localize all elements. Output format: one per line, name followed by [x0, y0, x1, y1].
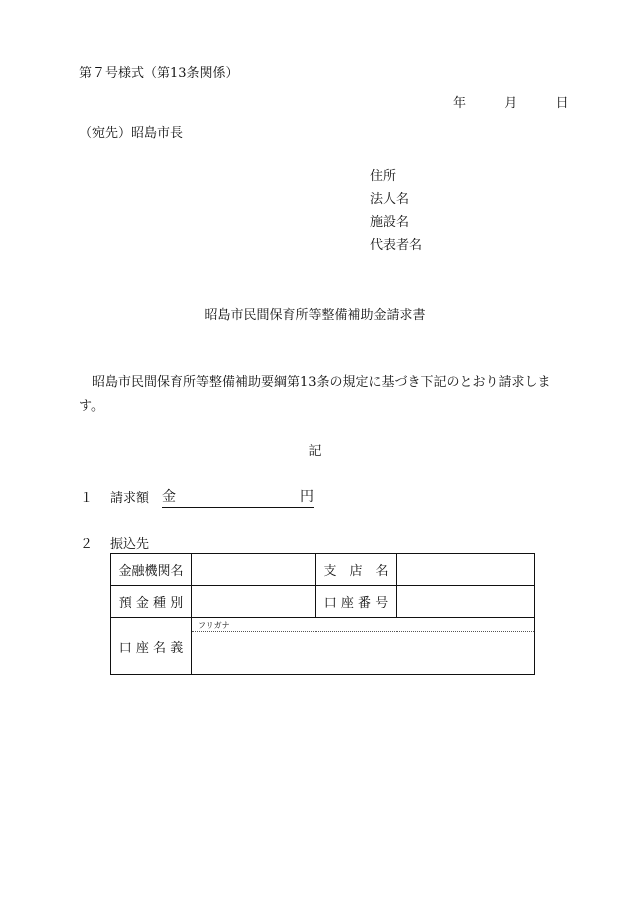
applicant-address-label: 住所: [370, 169, 397, 184]
body-text: 昭島市民間保育所等整備補助要綱第13条の規定に基づき下記のとおり請求します。: [79, 375, 551, 414]
account-holder-label: 口 座 名 義: [111, 618, 192, 675]
account-number-input[interactable]: [397, 586, 535, 618]
deposit-type-input[interactable]: [192, 586, 316, 618]
item2-number: ２: [80, 537, 94, 552]
bank-name-input[interactable]: [192, 554, 316, 586]
amount-suffix: 円: [300, 489, 314, 505]
branch-label: 支 店 名: [316, 554, 397, 586]
applicant-representative-label: 代表者名: [370, 238, 423, 253]
branch-input[interactable]: [397, 554, 535, 586]
bank-name-label: 金融機関名: [111, 554, 192, 586]
item1-label: 請求額: [110, 491, 150, 506]
ki-heading: 記: [308, 444, 322, 459]
bank-table: [110, 553, 535, 675]
amount-prefix: 金: [162, 489, 176, 505]
form-number: 第７号様式（第13条関係）: [79, 66, 239, 81]
date-month: 月: [504, 96, 518, 111]
account-number-label: 口 座 番 号: [316, 586, 397, 618]
account-holder-input[interactable]: [192, 632, 535, 675]
item2-label: 振込先: [110, 537, 150, 552]
amount-field[interactable]: [162, 490, 314, 508]
furigana-field[interactable]: [192, 618, 535, 632]
document-title: 昭島市民間保育所等整備補助金請求書: [204, 308, 426, 323]
addressee: （宛先）昭島市長: [79, 126, 184, 141]
deposit-type-label: 預 金 種 別: [111, 586, 192, 618]
date-year: 年: [453, 96, 467, 111]
date-day: 日: [555, 96, 569, 111]
furigana-label: フリガナ: [198, 621, 230, 631]
date-line: [453, 97, 569, 110]
applicant-corporation-label: 法人名: [370, 192, 410, 207]
applicant-facility-label: 施設名: [370, 215, 410, 230]
item1-number: １: [80, 491, 94, 506]
